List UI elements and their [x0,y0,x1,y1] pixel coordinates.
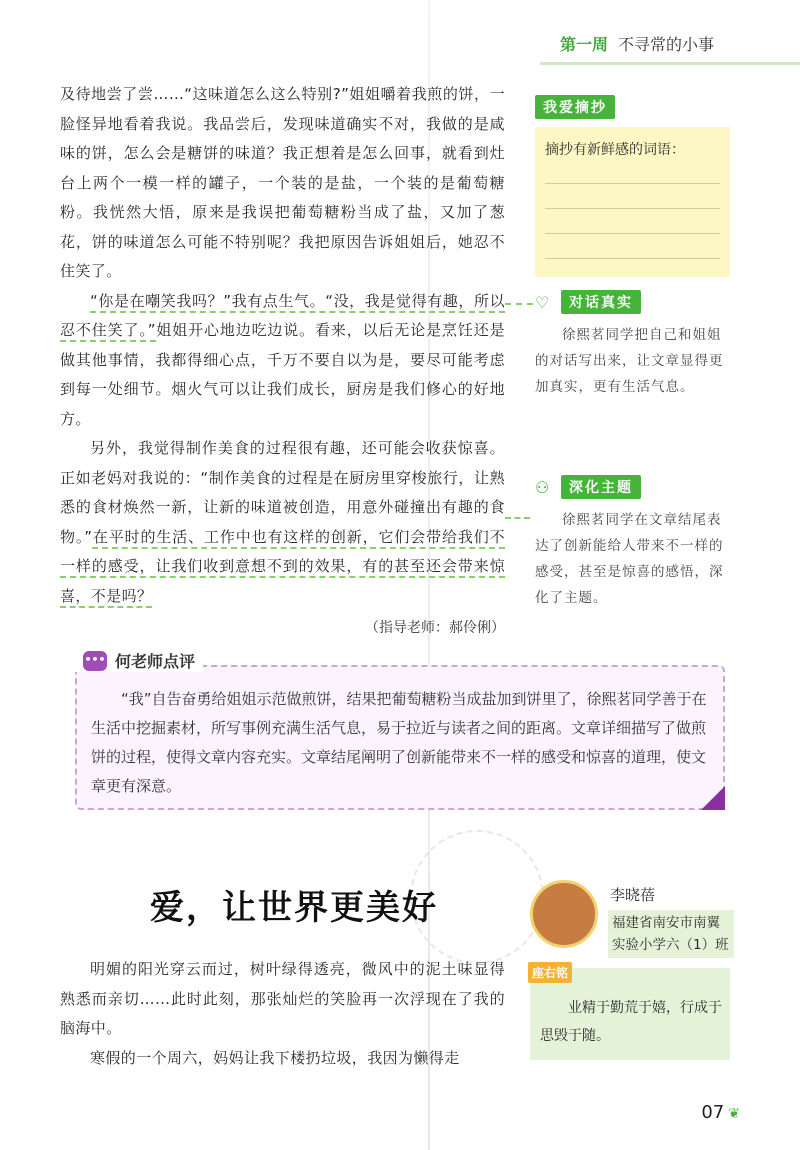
chat-bubble-icon: ••• [83,651,107,671]
sprout-icon: ❦ [728,1106,740,1122]
paragraph-2-rest: 姐姐开心地边吃边说。看来，以后无论是烹饪还是做其他事情，我都得细心点，千万不要自以为是，要尽可能考虑到每一处细节。烟火气可以让我们成长，厨房是我们修心的好地方。 [60,321,505,428]
excerpt-label: 摘抄有新鲜感的词语： [545,142,685,158]
motto-box [530,968,730,1060]
header-rule [540,62,800,65]
note-text: 徐熙茗同学在文章结尾表达了创新能给人带来不一样的感受，甚至是惊喜的感悟，深化了主题。 [535,512,724,606]
paragraph-2: 寒假的一个周六，妈妈让我下楼扔垃圾，我因为懒得走 [90,1048,460,1067]
teacher-comment [75,652,725,810]
note-tag: 对话真实 [561,290,641,314]
excerpt-box [535,95,730,265]
author-name: 李晓蓓 [610,886,656,904]
note-pointer [505,303,533,305]
comment-text: “我”自告奋勇给姐姐示范做煎饼，结果把葡萄糖粉当成盐加到饼里了，徐熙茗同学善于在生活中挖掘素材，所写事例充满生活气息，易于拉近与读者之间的距离。文章详细描写了做煎饼的过程，使得文章内容充实。文章结尾阐明了创新能带来不一样的感受和惊喜的道理，使文章更有深意。 [91,690,707,795]
author-school: 福建省南安市南翼实验小学六（1）班 [608,910,734,958]
page-number-text: 07 [701,1102,725,1123]
theme-underline: 在平时的生活、工作中也有这样的创新，它们会带给我们不一样的感受，让我们收到意想不到的效果，有的甚至还会带来惊喜，不是吗？ [60,528,505,608]
write-line[interactable] [545,184,720,209]
note-theme [535,475,735,611]
note-head [535,475,735,499]
excerpt-panel [535,127,730,277]
teacher-credit: （指导老师：郝伶俐） [365,620,505,636]
week-label: 第一周 [560,34,609,54]
article-2-body [60,955,505,1073]
note-tag: 深化主题 [561,475,641,499]
section-title: 不寻常的小事 [618,34,715,54]
running-header [560,28,780,58]
comment-header [75,649,203,672]
write-line[interactable] [545,234,720,259]
paragraph-2 [60,287,505,435]
avatar [530,880,598,948]
write-line[interactable] [545,159,720,184]
people-icon: ⚇ [535,478,550,497]
excerpt-tag: 我爱摘抄 [535,95,615,119]
dialogue-underline: “你是在嘲笑我吗？”我有点生气。“没，我是觉得有趣，所以忍不住笑了。” [60,292,505,343]
paragraph-1: 明媚的阳光穿云而过，树叶绿得透亮，微风中的泥土味显得熟悉而亲切……此时此刻，那张灿烂的笑脸再一次浮现在了我的脑海中。 [60,960,505,1037]
note-pointer [505,517,530,519]
paragraph-1: 及待地尝了尝……“这味道怎么这么特别?”姐姐嚼着我煎的饼，一脸怪异地看着我说。我品尝后，发现味道确实不对，我做的是咸味的饼，怎么会是糖饼的味道？我正想着是怎么回事，就看到灶台上两个一模一样的罐子，一个装的是盐，一个装的是葡萄糖粉。我恍然大悟，原来是我误把葡萄糖粉当成了盐，又加了葱花，饼的味道怎么可能不特别呢？我把原因告诉姐姐后，她忍不住笑了。 [60,85,505,280]
page-number [701,1102,740,1123]
paragraph-3 [60,434,505,611]
comment-title: 何老师点评 [115,652,196,671]
note-text: 徐熙茗同学把自己和姐姐的对话写出来，让文章显得更加真实，更有生活气息。 [535,327,724,395]
heart-icon: ♡ [535,293,550,312]
motto-text: 业精于勤荒于嬉，行成于思毁于随。 [540,1000,722,1044]
corner-fold [701,786,725,810]
note-dialogue [535,290,735,400]
article-body [60,80,505,637]
article-title: 爱，让世界更美好 [150,888,438,928]
paragraph-3-start: 另外，我觉得制作美食的过程很有趣，还可能会收获惊喜。正如老妈对我说的：“制作美食的过程是在厨房里穿梭旅行，让熟悉的食材焕然一新，让新的味道被创造，用意外碰撞出有趣的食物。” [60,439,505,546]
write-line[interactable] [545,209,720,234]
note-head [535,290,735,314]
motto-tag: 座右铭 [528,962,572,983]
